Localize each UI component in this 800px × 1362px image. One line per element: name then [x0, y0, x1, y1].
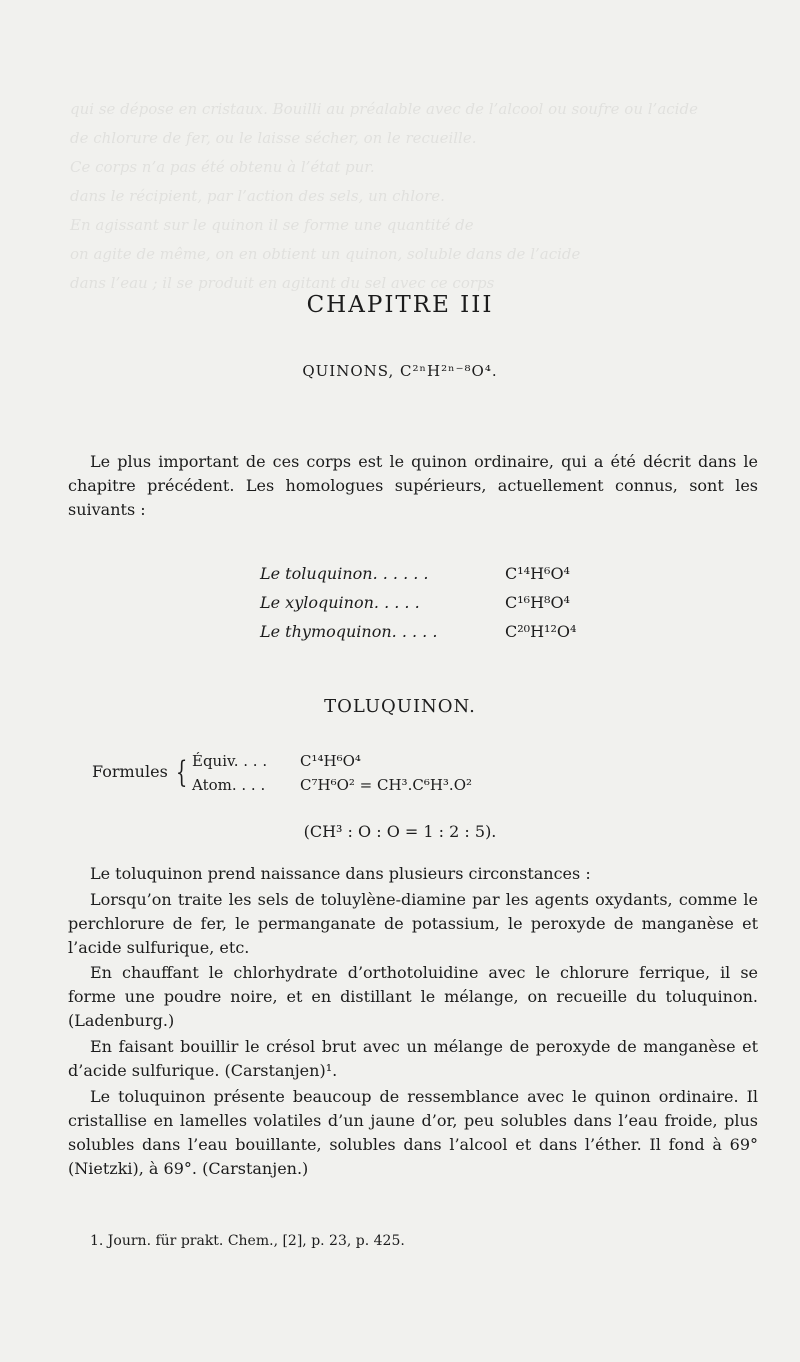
formula-value: C⁷H⁶O² = CH³.C⁶H³.O²: [300, 776, 473, 794]
atomic-ratio: (CH³ : O : O = 1 : 2 : 5).: [303, 822, 497, 841]
chapter-title: CHAPITRE III: [306, 292, 494, 318]
paragraph: En faisant bouillir le crésol brut avec un mélange de peroxyde de manganèse et d’acide sulfurique. (Carstanjen)¹.: [68, 1037, 758, 1080]
footnote: 1. Journ. für prakt. Chem., [2], p. 23, p. 425.: [90, 1233, 405, 1249]
compound-formula: C¹⁶H⁸O⁴: [505, 593, 570, 612]
brace-symbol: {: [175, 755, 188, 790]
section-subtitle: QUINONS, C²ⁿH²ⁿ⁻⁸O⁴.: [302, 362, 498, 380]
toluquinon-heading: TOLUQUINON.: [324, 696, 476, 717]
paragraph: En chauffant le chlorhydrate d’orthotoluidine avec le chlorure ferrique, il se forme une poudre noire, et en distillant le mélange, on recueille du toluquinon. (Ladenburg.): [68, 963, 758, 1030]
formula-key: Équiv. . . .: [192, 752, 268, 770]
bleed-through-text: qui se dépose en cristaux. Bouilli au préalable avec de l’alcool ou soufre ou l’acide de chlorure de fer, ou le laisse sécher, on le recueille. Ce corps n’a pas été obtenu à l’état pur. dans le récipient, par l’action des sels, un chlore. En agissant sur le quinon il se forme une quantité de on agite de même, on en obtient un quinon, soluble dans de l’acide dans l’eau ; il se produit en agitant du sel avec ce corps: [70, 100, 698, 292]
compound-name: Le thymoquinon. . . . .: [260, 622, 438, 641]
compound-formula: C²⁰H¹²O⁴: [505, 622, 577, 641]
paragraph: Lorsqu’on traite les sels de toluylène-diamine par les agents oxydants, comme le perchlorure de fer, le permanganate de potassium, le peroxyde de manganèse et l’acide sulfurique, etc.: [68, 890, 758, 957]
paragraph: Le toluquinon présente beaucoup de ressemblance avec le quinon ordinaire. Il cristallise en lamelles volatiles d’un jaune d’or, peu solubles dans l’eau froide, plus solubles dans l’eau bouillante, solubles dans l’alcool et dans l’éther. Il fond à 69° (Nietzki), à 69°. (Carstanjen.): [68, 1087, 758, 1178]
compound-formula: C¹⁴H⁶O⁴: [505, 564, 570, 583]
compound-name: Le toluquinon. . . . . .: [260, 564, 429, 583]
compound-name: Le xyloquinon. . . . .: [260, 593, 420, 612]
formules-label: Formules: [92, 762, 168, 781]
formula-value: C¹⁴H⁶O⁴: [300, 752, 361, 770]
formula-key: Atom. . . .: [192, 776, 266, 794]
intro-paragraph: Le plus important de ces corps est le quinon ordinaire, qui a été décrit dans le chapitre précédent. Les homologues supérieurs, actuellement connus, sont les suivants :: [68, 452, 758, 519]
paragraph: Le toluquinon prend naissance dans plusieurs circonstances :: [90, 864, 591, 883]
